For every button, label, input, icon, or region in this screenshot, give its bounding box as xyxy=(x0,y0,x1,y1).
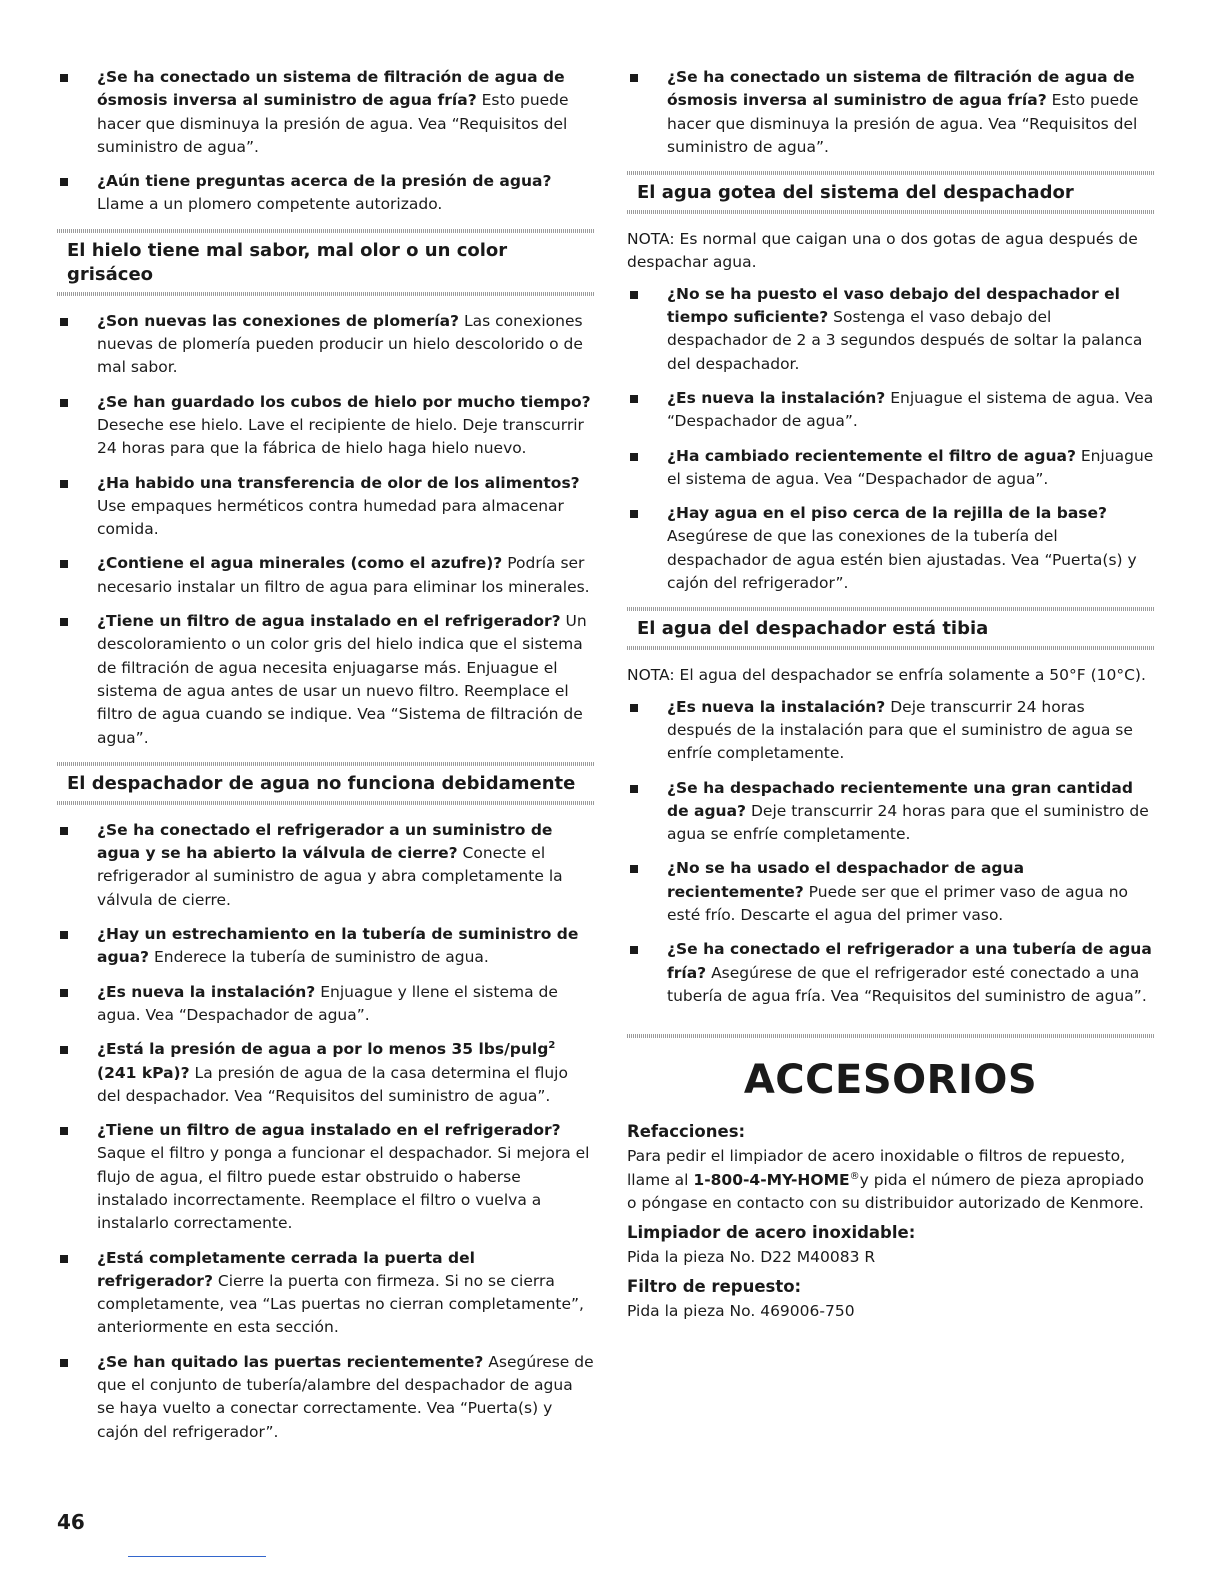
cleaner-heading: Limpiador de acero inoxidable: xyxy=(627,1223,916,1243)
bullet-square-icon xyxy=(60,318,68,326)
list-item: ¿Está completamente cerrada la puerta del refrigerador? Cierre la puerta con firmeza. Si no se cierra completamente, vea “Las puertas no cierran completamente”, anteriormente en esta sección. xyxy=(57,1247,594,1340)
bullet-square-icon xyxy=(60,1127,68,1135)
bullet-square-icon xyxy=(60,931,68,939)
bullet-square-icon xyxy=(60,560,68,568)
note-text: NOTA: Es normal que caigan una o dos gotas de agua después de despachar agua. xyxy=(627,230,1138,272)
list-item: ¿Es nueva la instalación? Deje transcurrir 24 horas después de la instalación para que el suministro de agua se enfríe completamente. xyxy=(627,696,1154,766)
list-item: ¿Ha cambiado recientemente el filtro de agua? Enjuague el sistema de agua. Vea “Despachador de agua”. xyxy=(627,445,1154,492)
bullet-square-icon xyxy=(630,510,638,518)
right-column xyxy=(627,66,1154,1330)
bullet-square-icon xyxy=(630,704,638,712)
list-item: ¿Se ha conectado un sistema de filtración de agua de ósmosis inversa al suministro de agua fría? Esto puede hacer que disminuya la presión de agua. Vea “Requisitos del suministro de agua”. xyxy=(57,66,594,159)
accessories-title: ACCESORIOS xyxy=(743,1057,1038,1104)
bullet-square-icon xyxy=(60,989,68,997)
footer-line xyxy=(128,1556,266,1557)
parts-heading: Refacciones: xyxy=(627,1122,746,1142)
bullet-square-icon xyxy=(60,480,68,488)
list-item: ¿Se ha conectado un sistema de filtración de agua de ósmosis inversa al suministro de agua fría? Esto puede hacer que disminuya la presión de agua. Vea “Requisitos del suministro de agua”. xyxy=(627,66,1154,159)
divider xyxy=(57,801,594,805)
list-item: ¿Hay un estrechamiento en la tubería de suministro de agua? Enderece la tubería de suministro de agua. xyxy=(57,923,594,970)
list-item: ¿Tiene un filtro de agua instalado en el refrigerador? Un descoloramiento o un color gris del hielo indica que el sistema de filtración de agua necesita enjuagarse más. Enjuague el sistema de agua antes de usar un nuevo filtro. Reemplace el filtro de agua cuando se indique. Vea “Sistema de filtración de agua”. xyxy=(57,610,594,750)
list-item: ¿Se han guardado los cubos de hielo por mucho tiempo? Deseche ese hielo. Lave el recipiente de hielo. Deje transcurrir 24 horas para que la fábrica de hielo haga hielo nuevo. xyxy=(57,391,594,461)
bullet-square-icon xyxy=(630,946,638,954)
list-item: ¿Es nueva la instalación? Enjuague el sistema de agua. Vea “Despachador de agua”. xyxy=(627,387,1154,434)
list-item: ¿Contiene el agua minerales (como el azufre)? Podría ser necesario instalar un filtro de agua para eliminar los minerales. xyxy=(57,552,594,599)
list-item: ¿Son nuevas las conexiones de plomería? Las conexiones nuevas de plomería pueden producir un hielo descolorido o de mal sabor. xyxy=(57,310,594,380)
list-item: ¿Hay agua en el piso cerca de la rejilla de la base? Asegúrese de que las conexiones de la tubería del despachador de agua estén bien ajustadas. Vea “Puerta(s) y cajón del refrigerador”. xyxy=(627,502,1154,595)
filter-text: Pida la pieza No. 469006-750 xyxy=(627,1302,855,1321)
bullet-square-icon xyxy=(630,395,638,403)
filter-heading: Filtro de repuesto: xyxy=(627,1277,802,1297)
divider xyxy=(627,210,1154,214)
bullet-square-icon xyxy=(60,74,68,82)
bullet-square-icon xyxy=(60,1255,68,1263)
left-column xyxy=(57,66,594,1455)
bullet-square-icon xyxy=(630,291,638,299)
list-item: ¿Se ha conectado el refrigerador a un suministro de agua y se ha abierto la válvula de cierre? Conecte el refrigerador al suministro de agua y abra completamente la válvula de cierre. xyxy=(57,819,594,912)
divider xyxy=(57,292,594,296)
section-heading-dispenser: El despachador de agua no funciona debidamente xyxy=(57,762,594,805)
bullet-square-icon xyxy=(630,74,638,82)
list-item: ¿Ha habido una transferencia de olor de los alimentos? Use empaques herméticos contra humedad para almacenar comida. xyxy=(57,472,594,542)
bullet-square-icon xyxy=(60,1359,68,1367)
bullet-square-icon xyxy=(60,178,68,186)
list-item: ¿Se ha despachado recientemente una gran cantidad de agua? Deje transcurrir 24 horas para que el suministro de agua se enfríe completamente. xyxy=(627,777,1154,847)
note-text: NOTA: El agua del despachador se enfría solamente a 50°F (10°C). xyxy=(627,666,1146,685)
page-number: 46 xyxy=(57,1510,85,1534)
phone-number: 1-800-4-MY-HOME xyxy=(693,1170,850,1189)
bullet-square-icon xyxy=(630,865,638,873)
bullet-square-icon xyxy=(60,399,68,407)
list-item: ¿No se ha usado el despachador de agua recientemente? Puede ser que el primer vaso de agua no esté frío. Descarte el agua del primer vaso. xyxy=(627,857,1154,927)
bullet-square-icon xyxy=(60,827,68,835)
bullet-square-icon xyxy=(630,785,638,793)
bullet-square-icon xyxy=(60,618,68,626)
list-item: ¿Se ha conectado el refrigerador a una tubería de agua fría? Asegúrese de que el refrigerador esté conectado a una tubería de agua fría. Vea “Requisitos del suministro de agua”. xyxy=(627,938,1154,1008)
divider xyxy=(627,1034,1154,1038)
bullet-square-icon xyxy=(630,453,638,461)
bullet-square-icon xyxy=(60,1046,68,1054)
section-heading-ice: El hielo tiene mal sabor, mal olor o un color grisáceo xyxy=(57,229,594,296)
section-heading-drips: El agua gotea del sistema del despachador xyxy=(627,171,1154,214)
list-item: ¿No se ha puesto el vaso debajo del despachador el tiempo suficiente? Sostenga el vaso debajo del despachador de 2 a 3 segundos después de soltar la palanca del despachador. xyxy=(627,283,1154,376)
list-item: ¿Aún tiene preguntas acerca de la presión de agua? Llame a un plomero competente autorizado. xyxy=(57,170,594,217)
parts-paragraph: Para pedir el limpiador de acero inoxidable o filtros de repuesto, llame al 1-800-4-MY-HOME®y pida el número de pieza apropiado o póngase en contacto con su distribuidor autorizado de Kenmore. xyxy=(627,1147,1144,1212)
list-item: ¿Es nueva la instalación? Enjuague y llene el sistema de agua. Vea “Despachador de agua”. xyxy=(57,981,594,1028)
list-item: ¿Tiene un filtro de agua instalado en el refrigerador? Saque el filtro y ponga a funcionar el despachador. Si mejora el flujo de agua, el filtro puede estar obstruido o haberse instalado incorrectamente. Reemplace el filtro o vuelva a instalarlo correctamente. xyxy=(57,1119,594,1235)
section-heading-warm: El agua del despachador está tibia xyxy=(627,607,1154,650)
list-item: ¿Está la presión de agua a por lo menos 35 lbs/pulg$^2$ (241 kPa)? La presión de agua de la casa determina el flujo del despachador. Vea “Requisitos del suministro de agua”. xyxy=(57,1038,594,1108)
list-item: ¿Se han quitado las puertas recientemente? Asegúrese de que el conjunto de tubería/alambre del despachador de agua se haya vuelto a conectar correctamente. Vea “Puerta(s) y cajón del refrigerador”. xyxy=(57,1351,594,1444)
cleaner-text: Pida la pieza No. D22 M40083 R xyxy=(627,1248,876,1267)
divider xyxy=(627,646,1154,650)
